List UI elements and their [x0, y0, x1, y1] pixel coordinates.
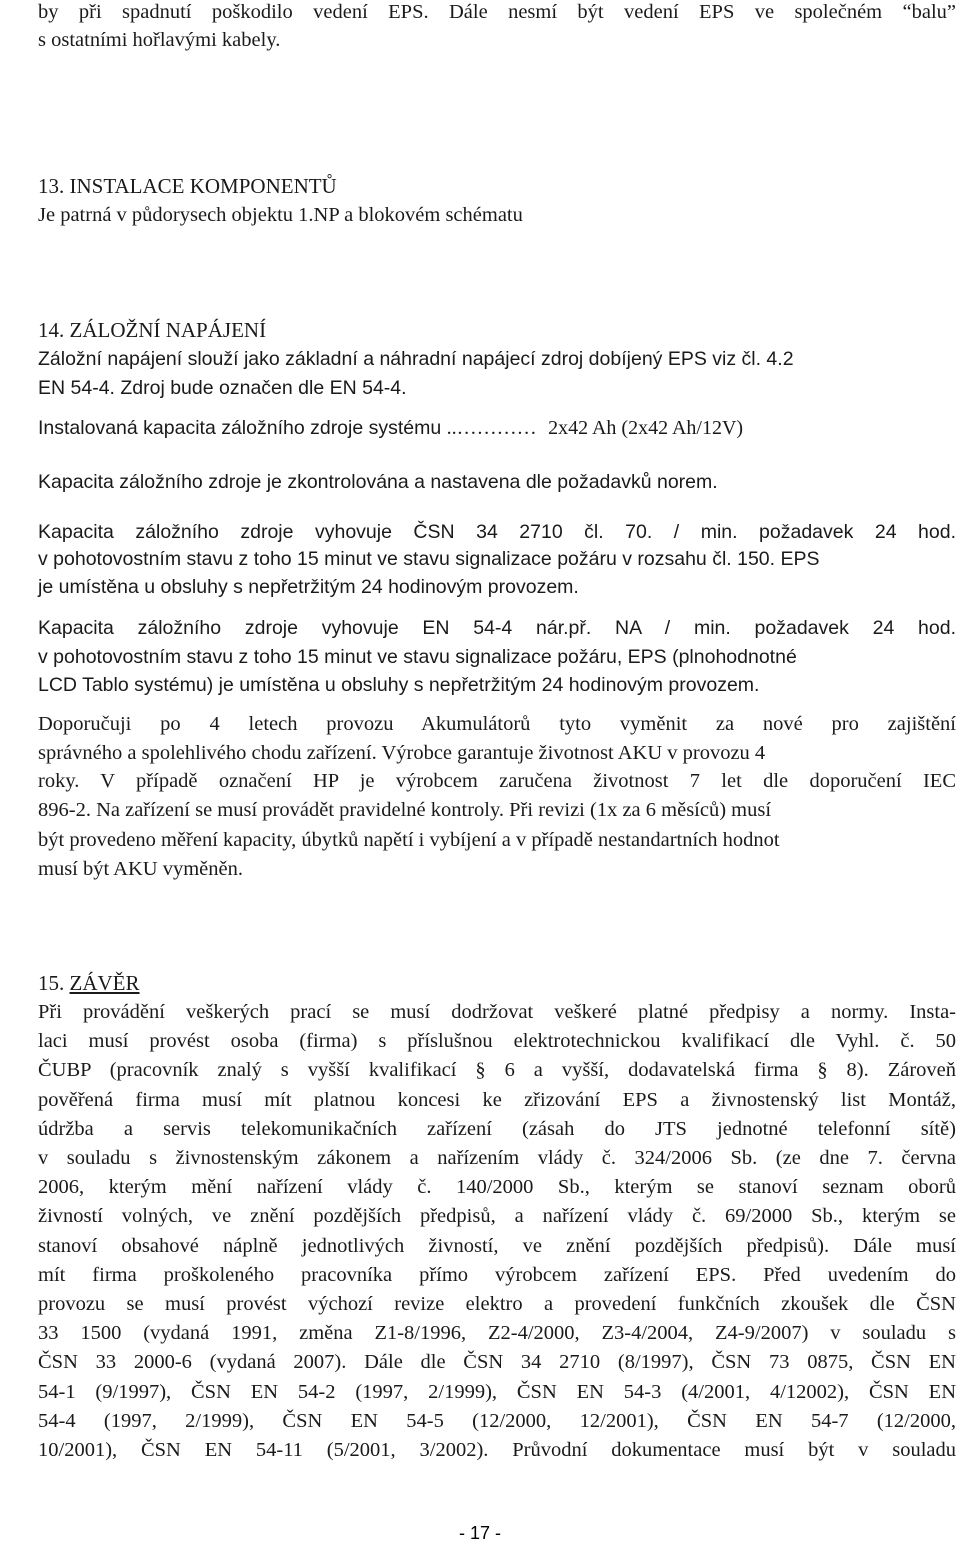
paragraph-line: stanoví obsahové náplně jednotlivých živností, ve znění pozdějších předpisů). Dále musí [38, 1234, 956, 1257]
paragraph-line: Při provádění veškerých prací se musí dodržovat veškeré platné předpisy a normy. Insta- [38, 1001, 956, 1023]
page-number: - 17 - [458, 1523, 501, 1543]
paragraph-line: 54-4 (1997, 2/1999), ČSN EN 54-5 (12/2000, 12/2001), ČSN EN 54-7 (12/2000, [38, 1409, 956, 1432]
paragraph-line: Kapacita záložního zdroje vyhovuje EN 54-4 nár.př. NA / min. požadavek 24 hod. [38, 617, 956, 639]
paragraph-line: 54-1 (9/1997), ČSN EN 54-2 (1997, 2/1999), ČSN EN 54-3 (4/2001, 4/12002), ČSN EN [38, 1380, 956, 1403]
paragraph-line: Záložní napájení slouží jako základní a náhradní napájecí zdroj dobíjený EPS viz čl. 4.2 [38, 348, 794, 370]
section-15-title: ZÁVĚR [69, 971, 140, 995]
paragraph-line: roky. V případě označení HP je výrobcem zaručena životnost 7 let dle doporučení IEC [38, 770, 956, 792]
paragraph-line: LCD Tablo systému) je umístěna u obsluhy s nepřetržitým 24 hodinovým provozem. [38, 674, 760, 696]
capacity-value: 2x42 Ah (2x42 Ah/12V) [548, 417, 744, 439]
paragraph-line: musí být AKU vyměněn. [38, 858, 243, 880]
paragraph-line: provozu se musí provést výchozí revize elektro a provedení funkčních zkoušek dle ČSN [38, 1293, 956, 1315]
paragraph-line: EN 54-4. Zdroj bude označen dle EN 54-4. [38, 377, 407, 399]
paragraph-line: ČSN 33 2000-6 (vydaná 2007). Dále dle ČSN 34 2710 (8/1997), ČSN 73 0875, ČSN EN [38, 1351, 956, 1374]
paragraph-line: údržba a servis telekomunikačních zařízení (zásah do JTS jednotné telefonní sítě) [38, 1117, 956, 1140]
paragraph-line: v souladu s živnostenským zákonem a nařízením vlády č. 324/2006 Sb. (ze dne 7. června [38, 1147, 956, 1169]
paragraph-line: by při spadnutí poškodilo vedení EPS. Dále nesmí být vedení EPS ve společném “balu” [38, 1, 956, 23]
capacity-leader-dots: ..………… [446, 417, 537, 439]
paragraph-line: být provedeno měření kapacity, úbytků napětí i vybíjení a v případě nestandartních hodnot [38, 829, 780, 851]
paragraph-line: Je patrná v půdorysech objektu 1.NP a blokovém schématu [38, 204, 523, 226]
paragraph-line: 10/2001), ČSN EN 54-11 (5/2001, 3/2002). Průvodní dokumentace musí být v souladu [38, 1439, 956, 1461]
paragraph-line: 896-2. Na zařízení se musí provádět pravidelné kontroly. Při revizi (1x za 6 měsíců) musí [38, 799, 772, 821]
section-15-number: 15. [38, 971, 65, 995]
paragraph-line: v pohotovostním stavu z toho 15 minut ve stavu signalizace požáru, EPS (plnohodnotné [38, 646, 797, 668]
section-15-heading [38, 971, 140, 995]
paragraph-line: je umístěna u obsluhy s nepřetržitým 24 hodinovým provozem. [38, 576, 579, 598]
paragraph-line: Kapacita záložního zdroje vyhovuje ČSN 34 2710 čl. 70. / min. požadavek 24 hod. [38, 521, 956, 543]
section-13-heading: 13. INSTALACE KOMPONENTŮ [38, 174, 337, 198]
section-14-heading: 14. ZÁLOŽNÍ NAPÁJENÍ [38, 318, 267, 342]
paragraph-line: 33 1500 (vydaná 1991, změna Z1-8/1996, Z2-4/2000, Z3-4/2004, Z4-9/2007) v souladu s [38, 1322, 956, 1345]
paragraph-line: v pohotovostním stavu z toho 15 minut ve stavu signalizace požáru v rozsahu čl. 150. EPS [38, 548, 820, 570]
paragraph-line: Kapacita záložního zdroje je zkontrolována a nastavena dle požadavků norem. [38, 471, 718, 493]
paragraph-line: mít firma proškoleného pracovníka přímo výrobcem zařízení EPS. Před uvedením do [38, 1263, 956, 1286]
capacity-label: Instalovaná kapacita záložního zdroje systému [38, 417, 442, 439]
paragraph-line: Doporučuji po 4 letech provozu Akumulátorů tyto vyměnit za nové pro zajištění [38, 713, 956, 735]
paragraph-line: ČUBP (pracovník znalý s vyšší kvalifikací § 6 a vyšší, dodavatelská firma § 8). Zároveň [38, 1059, 956, 1082]
paragraph-line: 2006, kterým mění nařízení vlády č. 140/2000 Sb., kterým se stanoví seznam oborů [38, 1176, 956, 1199]
paragraph-line: správného a spolehlivého chodu zařízení. Výrobce garantuje životnost AKU v provozu 4 [38, 742, 766, 764]
paragraph-line: pověřená firma musí mít platnou koncesi ke zřizování EPS a živnostenský list Montáž, [38, 1088, 956, 1111]
paragraph-line: s ostatními hořlavými kabely. [38, 29, 281, 51]
capacity-line [38, 416, 743, 440]
paragraph-line: laci musí provést osoba (firma) s příslušnou elektrotechnickou kvalifikací dle Vyhl. č. 50 [38, 1030, 956, 1053]
paragraph-line: živností volných, ve znění pozdějších předpisů, a nařízení vlády č. 69/2000 Sb., kterým se [38, 1205, 956, 1228]
